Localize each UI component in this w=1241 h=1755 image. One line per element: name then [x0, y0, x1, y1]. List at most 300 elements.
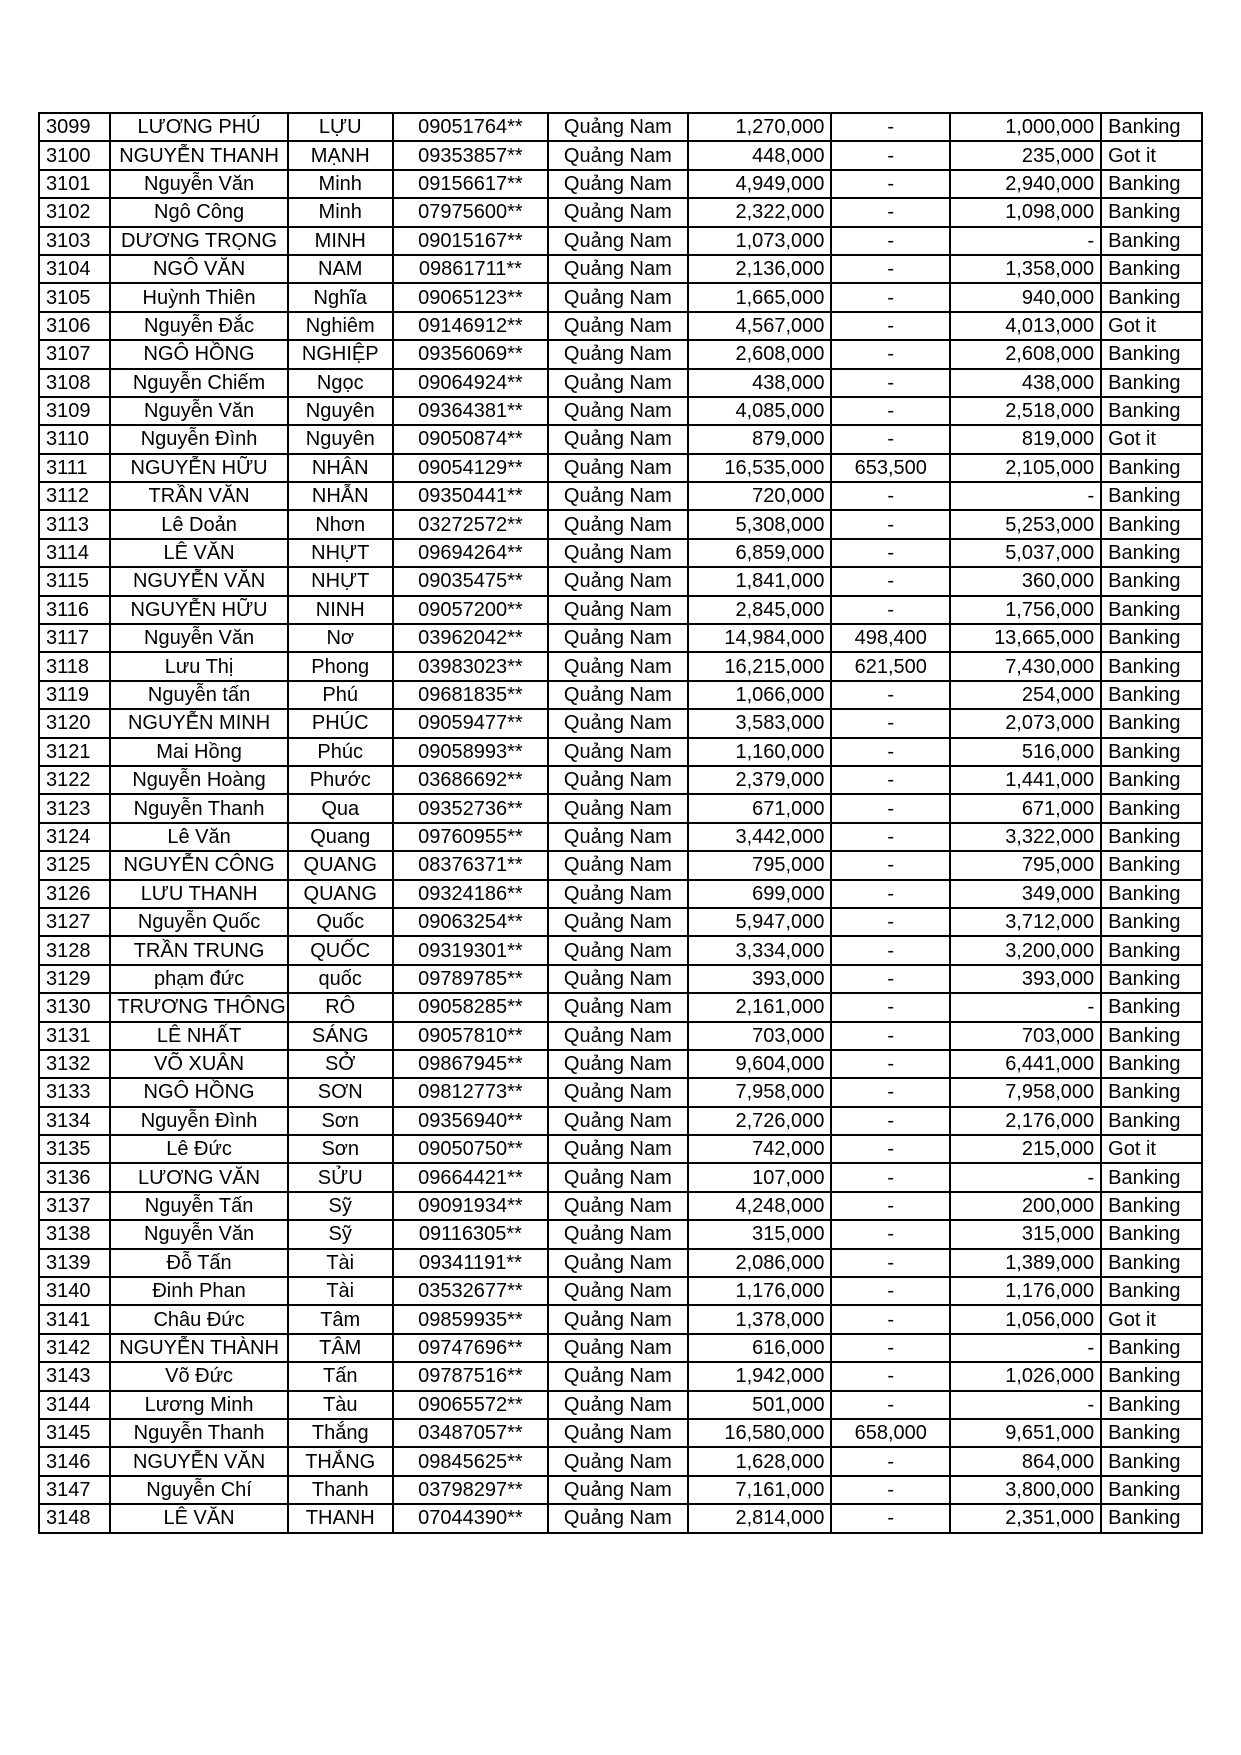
amount-paid-cell: 2,608,000 — [950, 340, 1101, 368]
amount-extra-cell: - — [831, 1504, 950, 1532]
given-name-cell: Phúc — [288, 738, 393, 766]
amount-total-cell: 2,845,000 — [688, 596, 832, 624]
amount-paid-cell: 235,000 — [950, 141, 1101, 169]
payment-method-cell: Banking — [1101, 1078, 1202, 1106]
province-cell: Quảng Nam — [548, 170, 688, 198]
amount-paid-cell: 2,518,000 — [950, 397, 1101, 425]
amount-extra-cell: - — [831, 1362, 950, 1390]
province-cell: Quảng Nam — [548, 766, 688, 794]
amount-paid-cell: 1,441,000 — [950, 766, 1101, 794]
amount-total-cell: 7,958,000 — [688, 1078, 832, 1106]
given-name-cell: Tấn — [288, 1362, 393, 1390]
table-row — [39, 283, 1202, 311]
payment-method-cell: Banking — [1101, 596, 1202, 624]
province-cell: Quảng Nam — [548, 567, 688, 595]
phone-number-cell: 09324186** — [393, 880, 548, 908]
row-number-cell: 3122 — [39, 766, 110, 794]
phone-number-cell: 07044390** — [393, 1504, 548, 1532]
province-cell: Quảng Nam — [548, 1022, 688, 1050]
table-row — [39, 141, 1202, 169]
family-name-cell: Huỳnh Thiên — [110, 283, 287, 311]
amount-extra-cell: - — [831, 1107, 950, 1135]
row-number-cell: 3120 — [39, 709, 110, 737]
amount-total-cell: 14,984,000 — [688, 624, 832, 652]
payment-method-cell: Got it — [1101, 1305, 1202, 1333]
amount-extra-cell: - — [831, 425, 950, 453]
table-row — [39, 1220, 1202, 1248]
table-row — [39, 794, 1202, 822]
amount-total-cell: 315,000 — [688, 1220, 832, 1248]
given-name-cell: Nghĩa — [288, 283, 393, 311]
table-row — [39, 340, 1202, 368]
phone-number-cell: 08376371** — [393, 851, 548, 879]
amount-paid-cell: 1,756,000 — [950, 596, 1101, 624]
family-name-cell: Châu Đức — [110, 1305, 287, 1333]
amount-extra-cell: - — [831, 312, 950, 340]
family-name-cell: Nguyễn Đình — [110, 1107, 287, 1135]
payment-method-cell: Got it — [1101, 425, 1202, 453]
phone-number-cell: 09116305** — [393, 1220, 548, 1248]
family-name-cell: Nguyễn Đình — [110, 425, 287, 453]
amount-paid-cell: 1,000,000 — [950, 113, 1101, 141]
table-row — [39, 624, 1202, 652]
family-name-cell: Nguyễn Chí — [110, 1476, 287, 1504]
amount-paid-cell: - — [950, 1163, 1101, 1191]
amount-extra-cell: - — [831, 1050, 950, 1078]
province-cell: Quảng Nam — [548, 227, 688, 255]
amount-paid-cell: 9,651,000 — [950, 1419, 1101, 1447]
amount-total-cell: 616,000 — [688, 1334, 832, 1362]
row-number-cell: 3128 — [39, 936, 110, 964]
payment-method-cell: Got it — [1101, 312, 1202, 340]
phone-number-cell: 03272572** — [393, 510, 548, 538]
table-row — [39, 766, 1202, 794]
amount-extra-cell: - — [831, 1022, 950, 1050]
table-row — [39, 567, 1202, 595]
amount-extra-cell: - — [831, 340, 950, 368]
table-row — [39, 1050, 1202, 1078]
family-name-cell: Nguyễn Văn — [110, 624, 287, 652]
phone-number-cell: 09356940** — [393, 1107, 548, 1135]
province-cell: Quảng Nam — [548, 425, 688, 453]
row-number-cell: 3142 — [39, 1334, 110, 1362]
table-row — [39, 482, 1202, 510]
table-row — [39, 1504, 1202, 1532]
amount-paid-cell: 3,800,000 — [950, 1476, 1101, 1504]
phone-number-cell: 09051764** — [393, 113, 548, 141]
amount-total-cell: 720,000 — [688, 482, 832, 510]
payment-method-cell: Banking — [1101, 255, 1202, 283]
phone-number-cell: 09760955** — [393, 823, 548, 851]
amount-paid-cell: 1,389,000 — [950, 1249, 1101, 1277]
amount-total-cell: 5,308,000 — [688, 510, 832, 538]
amount-extra-cell: - — [831, 880, 950, 908]
table-row — [39, 539, 1202, 567]
province-cell: Quảng Nam — [548, 1163, 688, 1191]
given-name-cell: quốc — [288, 965, 393, 993]
province-cell: Quảng Nam — [548, 851, 688, 879]
amount-extra-cell: - — [831, 170, 950, 198]
province-cell: Quảng Nam — [548, 510, 688, 538]
family-name-cell: LƯƠNG PHÚ — [110, 113, 287, 141]
amount-extra-cell: - — [831, 738, 950, 766]
province-cell: Quảng Nam — [548, 312, 688, 340]
amount-total-cell: 2,608,000 — [688, 340, 832, 368]
given-name-cell: NHẪN — [288, 482, 393, 510]
phone-number-cell: 09065123** — [393, 283, 548, 311]
row-number-cell: 3110 — [39, 425, 110, 453]
table-row — [39, 1447, 1202, 1475]
table-row — [39, 1305, 1202, 1333]
amount-paid-cell: 3,322,000 — [950, 823, 1101, 851]
payment-method-cell: Banking — [1101, 1391, 1202, 1419]
phone-number-cell: 09054129** — [393, 454, 548, 482]
amount-extra-cell: 498,400 — [831, 624, 950, 652]
amount-total-cell: 6,859,000 — [688, 539, 832, 567]
province-cell: Quảng Nam — [548, 652, 688, 680]
payment-method-cell: Banking — [1101, 397, 1202, 425]
province-cell: Quảng Nam — [548, 936, 688, 964]
given-name-cell: NGHIỆP — [288, 340, 393, 368]
family-name-cell: Nguyễn Đắc — [110, 312, 287, 340]
phone-number-cell: 03983023** — [393, 652, 548, 680]
amount-total-cell: 3,442,000 — [688, 823, 832, 851]
family-name-cell: NGUYỄN HỮU — [110, 454, 287, 482]
given-name-cell: QUANG — [288, 851, 393, 879]
amount-paid-cell: 940,000 — [950, 283, 1101, 311]
phone-number-cell: 07975600** — [393, 198, 548, 226]
amount-total-cell: 1,073,000 — [688, 227, 832, 255]
amount-extra-cell: - — [831, 1447, 950, 1475]
amount-extra-cell: - — [831, 936, 950, 964]
family-name-cell: NGUYỄN CÔNG — [110, 851, 287, 879]
row-number-cell: 3106 — [39, 312, 110, 340]
table-row — [39, 936, 1202, 964]
amount-total-cell: 1,066,000 — [688, 681, 832, 709]
table-row — [39, 1135, 1202, 1163]
amount-paid-cell: 1,358,000 — [950, 255, 1101, 283]
given-name-cell: Qua — [288, 794, 393, 822]
province-cell: Quảng Nam — [548, 709, 688, 737]
given-name-cell: Thắng — [288, 1419, 393, 1447]
amount-extra-cell: - — [831, 1163, 950, 1191]
phone-number-cell: 09789785** — [393, 965, 548, 993]
row-number-cell: 3126 — [39, 880, 110, 908]
payment-method-cell: Banking — [1101, 851, 1202, 879]
payment-method-cell: Banking — [1101, 823, 1202, 851]
province-cell: Quảng Nam — [548, 1050, 688, 1078]
amount-paid-cell: 2,351,000 — [950, 1504, 1101, 1532]
family-name-cell: Nguyễn tấn — [110, 681, 287, 709]
province-cell: Quảng Nam — [548, 908, 688, 936]
given-name-cell: QUỐC — [288, 936, 393, 964]
row-number-cell: 3143 — [39, 1362, 110, 1390]
province-cell: Quảng Nam — [548, 1220, 688, 1248]
amount-extra-cell: - — [831, 596, 950, 624]
province-cell: Quảng Nam — [548, 1334, 688, 1362]
amount-total-cell: 1,378,000 — [688, 1305, 832, 1333]
family-name-cell: Nguyễn Văn — [110, 397, 287, 425]
row-number-cell: 3099 — [39, 113, 110, 141]
given-name-cell: Nghiêm — [288, 312, 393, 340]
family-name-cell: Lê Văn — [110, 823, 287, 851]
row-number-cell: 3114 — [39, 539, 110, 567]
amount-total-cell: 4,949,000 — [688, 170, 832, 198]
province-cell: Quảng Nam — [548, 1419, 688, 1447]
given-name-cell: Quốc — [288, 908, 393, 936]
family-name-cell: NGUYỄN THANH — [110, 141, 287, 169]
given-name-cell: MẠNH — [288, 141, 393, 169]
amount-extra-cell: - — [831, 510, 950, 538]
payment-method-cell: Banking — [1101, 170, 1202, 198]
row-number-cell: 3135 — [39, 1135, 110, 1163]
province-cell: Quảng Nam — [548, 1192, 688, 1220]
given-name-cell: TÂM — [288, 1334, 393, 1362]
given-name-cell: SƠN — [288, 1078, 393, 1106]
province-cell: Quảng Nam — [548, 624, 688, 652]
family-name-cell: Nguyễn Hoàng — [110, 766, 287, 794]
family-name-cell: NGÔ HỒNG — [110, 340, 287, 368]
amount-extra-cell: 621,500 — [831, 652, 950, 680]
family-name-cell: Nguyễn Tấn — [110, 1192, 287, 1220]
amount-paid-cell: 864,000 — [950, 1447, 1101, 1475]
payment-method-cell: Banking — [1101, 1277, 1202, 1305]
row-number-cell: 3103 — [39, 227, 110, 255]
amount-total-cell: 16,580,000 — [688, 1419, 832, 1447]
phone-number-cell: 09064924** — [393, 369, 548, 397]
given-name-cell: PHÚC — [288, 709, 393, 737]
given-name-cell: Nhơn — [288, 510, 393, 538]
amount-total-cell: 1,841,000 — [688, 567, 832, 595]
amount-paid-cell: 1,026,000 — [950, 1362, 1101, 1390]
given-name-cell: Tài — [288, 1277, 393, 1305]
amount-extra-cell: - — [831, 851, 950, 879]
amount-paid-cell: 393,000 — [950, 965, 1101, 993]
table-row — [39, 880, 1202, 908]
payment-method-cell: Banking — [1101, 198, 1202, 226]
family-name-cell: LÊ NHẤT — [110, 1022, 287, 1050]
amount-paid-cell: 438,000 — [950, 369, 1101, 397]
amount-total-cell: 2,322,000 — [688, 198, 832, 226]
amount-extra-cell: - — [831, 965, 950, 993]
row-number-cell: 3138 — [39, 1220, 110, 1248]
amount-paid-cell: 7,430,000 — [950, 652, 1101, 680]
family-name-cell: Lê Doản — [110, 510, 287, 538]
table-row — [39, 851, 1202, 879]
row-number-cell: 3124 — [39, 823, 110, 851]
amount-paid-cell: - — [950, 227, 1101, 255]
amount-total-cell: 7,161,000 — [688, 1476, 832, 1504]
family-name-cell: NGUYỄN MINH — [110, 709, 287, 737]
phone-number-cell: 09664421** — [393, 1163, 548, 1191]
table-row — [39, 738, 1202, 766]
province-cell: Quảng Nam — [548, 1135, 688, 1163]
payment-method-cell: Banking — [1101, 709, 1202, 737]
amount-total-cell: 4,567,000 — [688, 312, 832, 340]
amount-paid-cell: 671,000 — [950, 794, 1101, 822]
family-name-cell: NGUYỄN VĂN — [110, 1447, 287, 1475]
amount-total-cell: 742,000 — [688, 1135, 832, 1163]
amount-paid-cell: 516,000 — [950, 738, 1101, 766]
phone-number-cell: 09787516** — [393, 1362, 548, 1390]
province-cell: Quảng Nam — [548, 340, 688, 368]
family-name-cell: VÕ XUÂN — [110, 1050, 287, 1078]
row-number-cell: 3131 — [39, 1022, 110, 1050]
payment-method-cell: Banking — [1101, 510, 1202, 538]
province-cell: Quảng Nam — [548, 113, 688, 141]
amount-total-cell: 4,085,000 — [688, 397, 832, 425]
amount-paid-cell: - — [950, 1391, 1101, 1419]
province-cell: Quảng Nam — [548, 596, 688, 624]
row-number-cell: 3111 — [39, 454, 110, 482]
phone-number-cell: 03532677** — [393, 1277, 548, 1305]
payment-method-cell: Banking — [1101, 993, 1202, 1021]
amount-extra-cell: - — [831, 283, 950, 311]
family-name-cell: NGUYỄN THÀNH — [110, 1334, 287, 1362]
phone-number-cell: 09812773** — [393, 1078, 548, 1106]
amount-extra-cell: - — [831, 113, 950, 141]
row-number-cell: 3129 — [39, 965, 110, 993]
phone-number-cell: 09058993** — [393, 738, 548, 766]
payment-method-cell: Banking — [1101, 1334, 1202, 1362]
given-name-cell: Tâm — [288, 1305, 393, 1333]
amount-total-cell: 4,248,000 — [688, 1192, 832, 1220]
table-row — [39, 255, 1202, 283]
amount-total-cell: 1,270,000 — [688, 113, 832, 141]
payment-method-cell: Banking — [1101, 1476, 1202, 1504]
table-row — [39, 1078, 1202, 1106]
amount-total-cell: 671,000 — [688, 794, 832, 822]
given-name-cell: THANH — [288, 1504, 393, 1532]
payment-method-cell: Banking — [1101, 454, 1202, 482]
amount-total-cell: 16,215,000 — [688, 652, 832, 680]
phone-number-cell: 09364381** — [393, 397, 548, 425]
payment-method-cell: Banking — [1101, 965, 1202, 993]
phone-number-cell: 09059477** — [393, 709, 548, 737]
row-number-cell: 3105 — [39, 283, 110, 311]
amount-extra-cell: - — [831, 823, 950, 851]
given-name-cell: SỞ — [288, 1050, 393, 1078]
given-name-cell: SỬU — [288, 1163, 393, 1191]
table-row — [39, 227, 1202, 255]
amount-paid-cell: 7,958,000 — [950, 1078, 1101, 1106]
payment-method-cell: Banking — [1101, 283, 1202, 311]
province-cell: Quảng Nam — [548, 1504, 688, 1532]
family-name-cell: Nguyễn Văn — [110, 1220, 287, 1248]
given-name-cell: Quang — [288, 823, 393, 851]
table-row — [39, 425, 1202, 453]
amount-extra-cell: - — [831, 1277, 950, 1305]
amount-extra-cell: - — [831, 1192, 950, 1220]
row-number-cell: 3147 — [39, 1476, 110, 1504]
amount-paid-cell: 2,176,000 — [950, 1107, 1101, 1135]
row-number-cell: 3123 — [39, 794, 110, 822]
amount-extra-cell: - — [831, 908, 950, 936]
amount-extra-cell: - — [831, 766, 950, 794]
phone-number-cell: 09353857** — [393, 141, 548, 169]
family-name-cell: Mai Hồng — [110, 738, 287, 766]
table-row — [39, 369, 1202, 397]
table-row — [39, 1107, 1202, 1135]
table-row — [39, 652, 1202, 680]
payment-method-cell: Banking — [1101, 1163, 1202, 1191]
row-number-cell: 3127 — [39, 908, 110, 936]
phone-number-cell: 09091934** — [393, 1192, 548, 1220]
payment-method-cell: Banking — [1101, 1220, 1202, 1248]
phone-number-cell: 09050750** — [393, 1135, 548, 1163]
row-number-cell: 3139 — [39, 1249, 110, 1277]
amount-paid-cell: 5,037,000 — [950, 539, 1101, 567]
amount-paid-cell: 13,665,000 — [950, 624, 1101, 652]
province-cell: Quảng Nam — [548, 965, 688, 993]
province-cell: Quảng Nam — [548, 141, 688, 169]
phone-number-cell: 09057200** — [393, 596, 548, 624]
province-cell: Quảng Nam — [548, 1362, 688, 1390]
given-name-cell: Thanh — [288, 1476, 393, 1504]
phone-number-cell: 09859935** — [393, 1305, 548, 1333]
amount-total-cell: 501,000 — [688, 1391, 832, 1419]
row-number-cell: 3102 — [39, 198, 110, 226]
table-row — [39, 596, 1202, 624]
province-cell: Quảng Nam — [548, 1107, 688, 1135]
amount-total-cell: 5,947,000 — [688, 908, 832, 936]
phone-number-cell: 03798297** — [393, 1476, 548, 1504]
amount-total-cell: 1,160,000 — [688, 738, 832, 766]
given-name-cell: MINH — [288, 227, 393, 255]
row-number-cell: 3118 — [39, 652, 110, 680]
amount-paid-cell: 254,000 — [950, 681, 1101, 709]
payment-method-cell: Banking — [1101, 1504, 1202, 1532]
phone-number-cell: 09845625** — [393, 1447, 548, 1475]
row-number-cell: 3113 — [39, 510, 110, 538]
family-name-cell: LÊ VĂN — [110, 539, 287, 567]
amount-paid-cell: 215,000 — [950, 1135, 1101, 1163]
given-name-cell: NHÂN — [288, 454, 393, 482]
payment-method-cell: Banking — [1101, 880, 1202, 908]
province-cell: Quảng Nam — [548, 255, 688, 283]
amount-paid-cell: 1,056,000 — [950, 1305, 1101, 1333]
amount-extra-cell: - — [831, 397, 950, 425]
given-name-cell: Sơn — [288, 1135, 393, 1163]
table-row — [39, 823, 1202, 851]
given-name-cell: Nguyên — [288, 397, 393, 425]
amount-extra-cell: - — [831, 567, 950, 595]
table-row — [39, 908, 1202, 936]
row-number-cell: 3109 — [39, 397, 110, 425]
payment-method-cell: Banking — [1101, 1107, 1202, 1135]
table-row — [39, 198, 1202, 226]
amount-extra-cell: - — [831, 1334, 950, 1362]
row-number-cell: 3117 — [39, 624, 110, 652]
phone-number-cell: 03962042** — [393, 624, 548, 652]
phone-number-cell: 09350441** — [393, 482, 548, 510]
amount-total-cell: 448,000 — [688, 141, 832, 169]
row-number-cell: 3108 — [39, 369, 110, 397]
payment-method-cell: Banking — [1101, 1022, 1202, 1050]
given-name-cell: Ngọc — [288, 369, 393, 397]
amount-paid-cell: 6,441,000 — [950, 1050, 1101, 1078]
given-name-cell: SÁNG — [288, 1022, 393, 1050]
payment-method-cell: Banking — [1101, 340, 1202, 368]
table-row — [39, 397, 1202, 425]
given-name-cell: Sơn — [288, 1107, 393, 1135]
amount-extra-cell: - — [831, 369, 950, 397]
amount-paid-cell: 1,176,000 — [950, 1277, 1101, 1305]
amount-paid-cell: 1,098,000 — [950, 198, 1101, 226]
amount-extra-cell: - — [831, 993, 950, 1021]
phone-number-cell: 09058285** — [393, 993, 548, 1021]
province-cell: Quảng Nam — [548, 1305, 688, 1333]
